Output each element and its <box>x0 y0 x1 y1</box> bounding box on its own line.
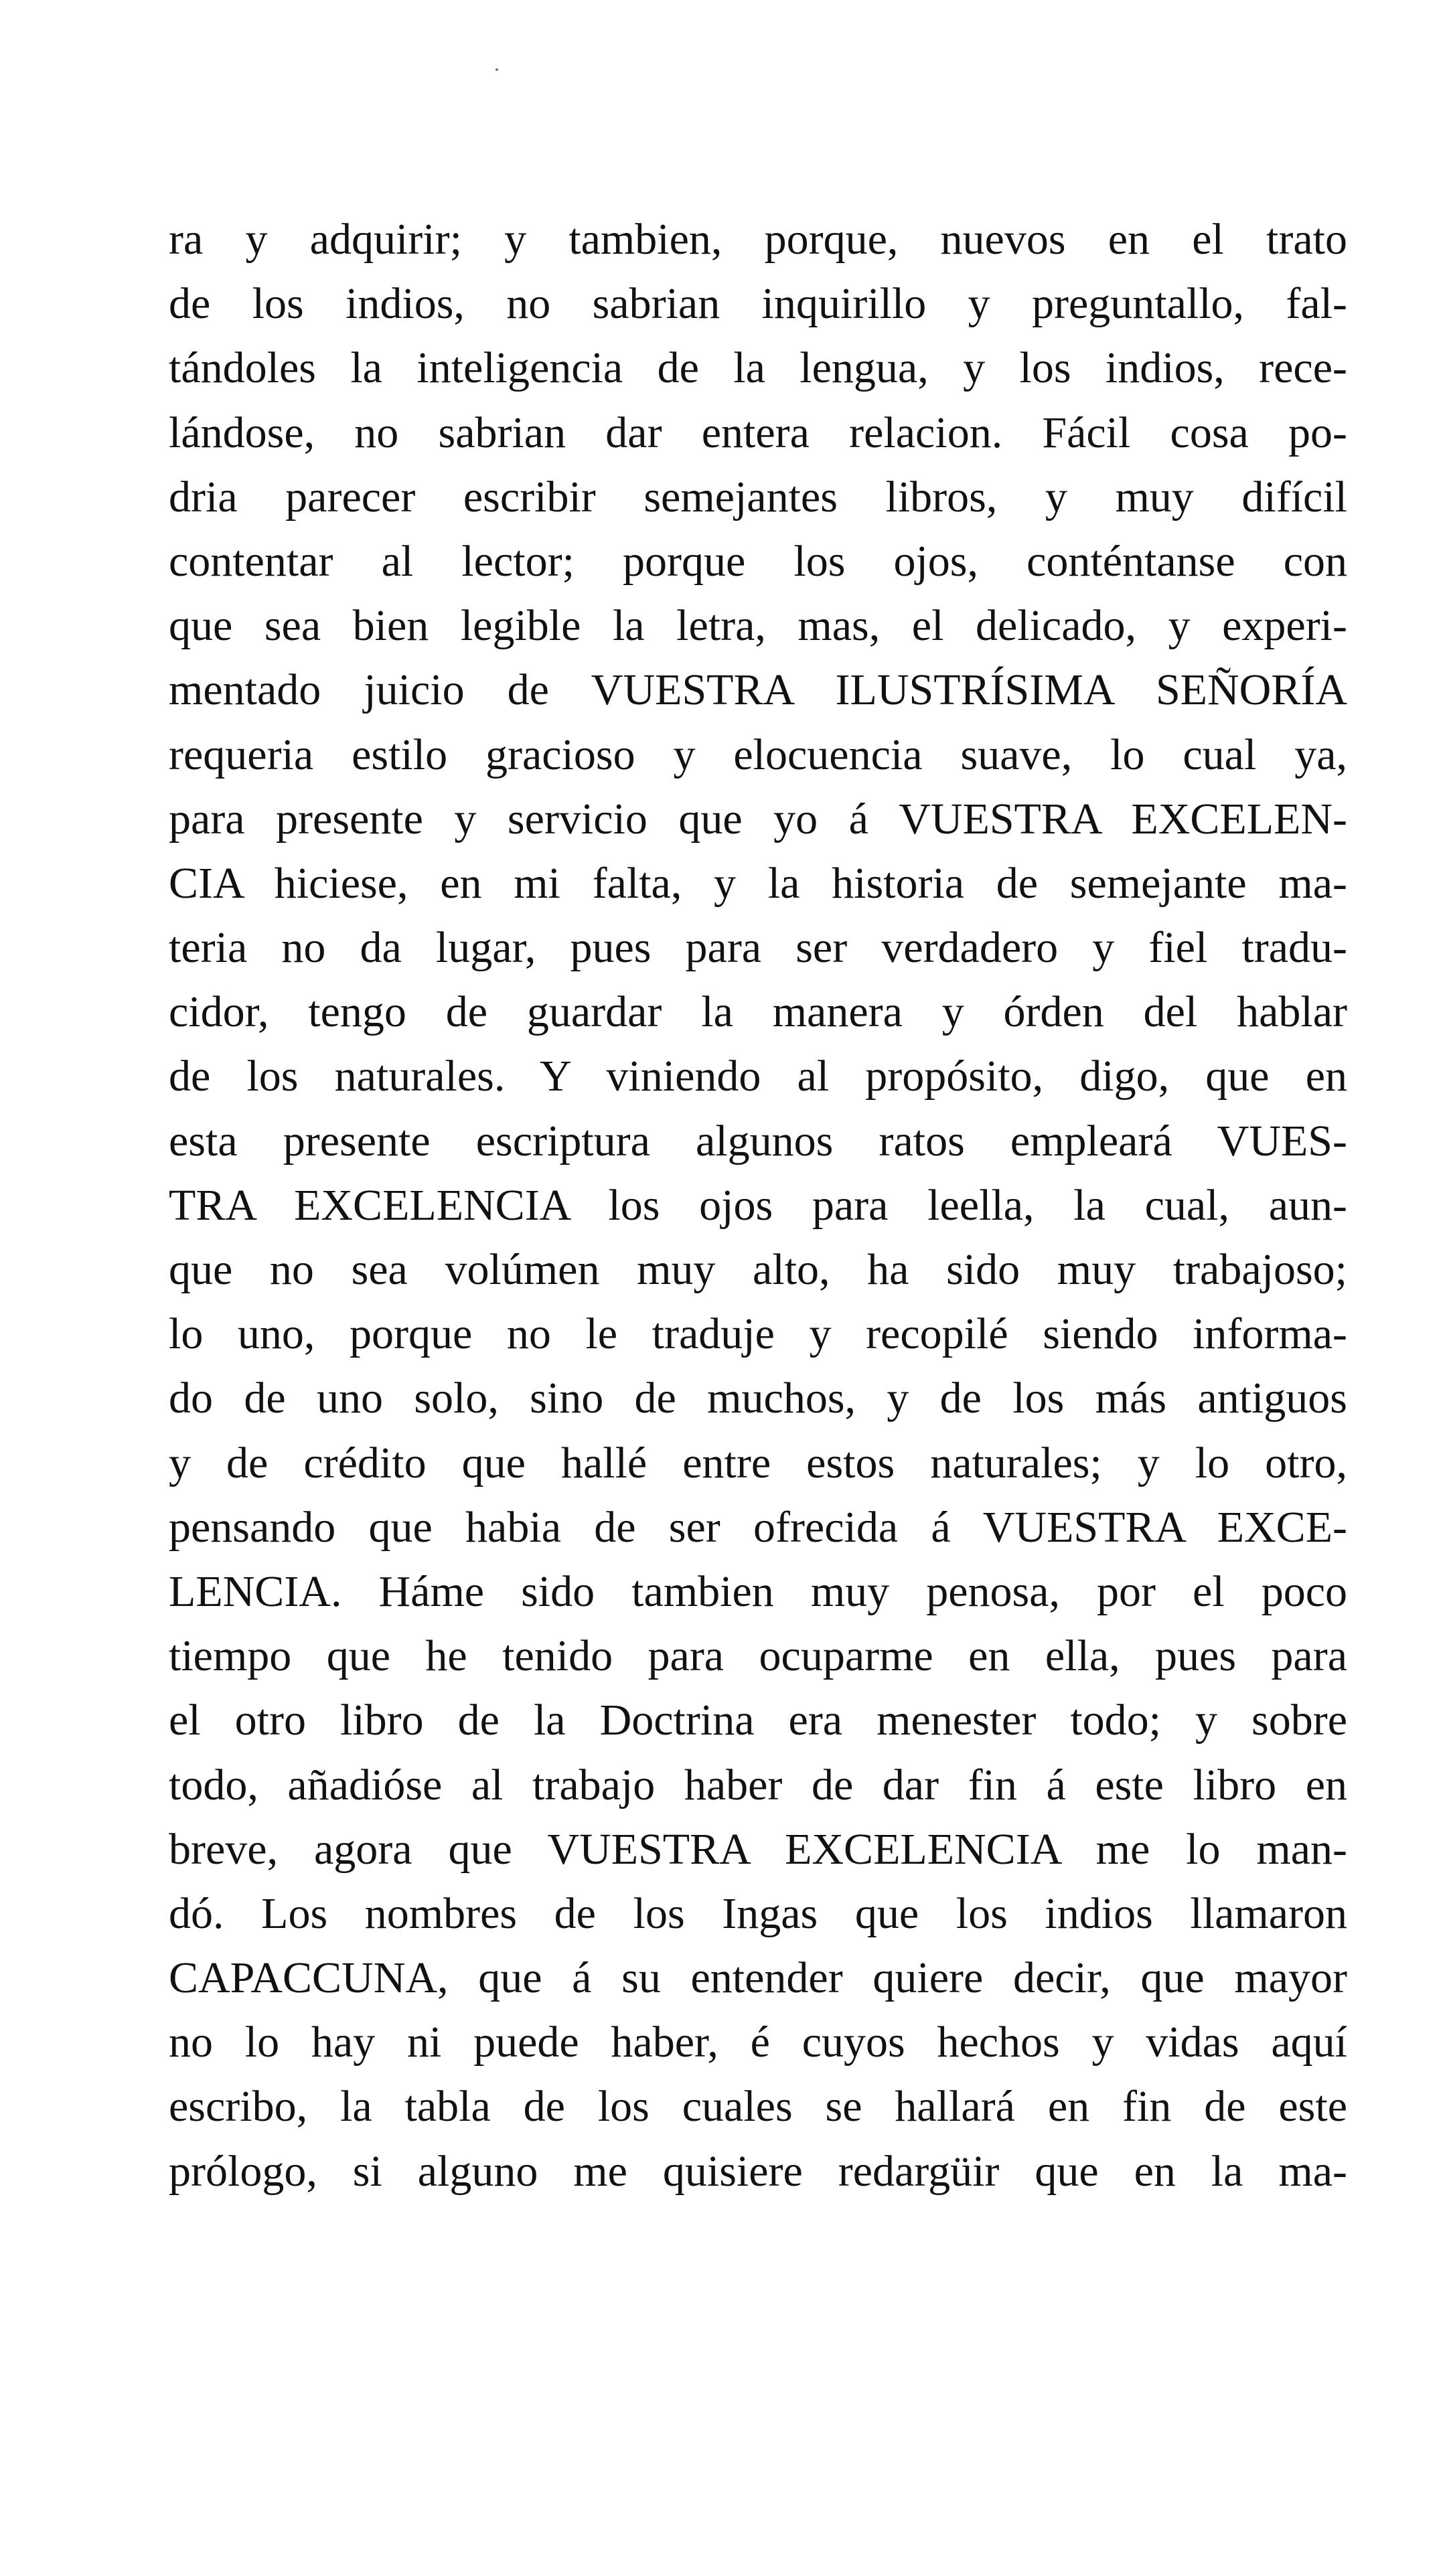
text-line: lo uno, porque no le traduje y recopilé siendo informa- <box>169 1309 1347 1359</box>
text-line: de los indios, no sabrian inquirillo y preguntallo, fal- <box>169 279 1347 329</box>
page-speck-mark <box>496 68 498 71</box>
text-line: que no sea volúmen muy alto, ha sido muy trabajoso; <box>169 1245 1347 1294</box>
text-line: requeria estilo gracioso y elocuencia suave, lo cual ya, <box>169 730 1347 779</box>
text-line: esta presente escriptura algunos ratos empleará VUES- <box>169 1116 1347 1165</box>
text-line: dria parecer escribir semejantes libros, y muy difícil <box>169 472 1347 521</box>
text-line: TRA EXCELENCIA los ojos para leella, la cual, aun- <box>169 1180 1347 1230</box>
text-line: mentado juicio de VUESTRA ILUSTRÍSIMA SEÑORÍA <box>169 665 1347 715</box>
text-line: y de crédito que hallé entre estos naturales; y lo otro, <box>169 1438 1347 1487</box>
text-line: lándose, no sabrian dar entera relacion. Fácil cosa po- <box>169 408 1347 457</box>
text-line: CAPACCUNA, que á su entender quiere decir, que mayor <box>169 1953 1347 2003</box>
text-line: escribo, la tabla de los cuales se hallará en fin de este <box>169 2082 1347 2131</box>
body-text <box>169 208 1347 2204</box>
text-line: LENCIA. Háme sido tambien muy penosa, por el poco <box>169 1566 1347 1616</box>
text-line: el otro libro de la Doctrina era menester todo; y sobre <box>169 1696 1347 1745</box>
text-line: CIA hiciese, en mi falta, y la historia de semejante ma- <box>169 858 1347 908</box>
text-line: de los naturales. Y viniendo al propósito, digo, que en <box>169 1052 1347 1101</box>
text-line: prólogo, si alguno me quisiere redargüir que en la ma- <box>169 2146 1347 2196</box>
text-line: todo, añadióse al trabajo haber de dar fin á este libro en <box>169 1760 1347 1809</box>
text-line: do de uno solo, sino de muchos, y de los más antiguos <box>169 1374 1347 1423</box>
text-line: tiempo que he tenido para ocuparme en ella, pues para <box>169 1631 1347 1681</box>
text-line: contentar al lector; porque los ojos, conténtanse con <box>169 536 1347 586</box>
text-line: cidor, tengo de guardar la manera y órden del hablar <box>169 987 1347 1037</box>
text-line: pensando que habia de ser ofrecida á VUESTRA EXCE- <box>169 1502 1347 1552</box>
text-line: no lo hay ni puede haber, é cuyos hechos y vidas aquí <box>169 2018 1347 2067</box>
text-line: ra y adquirir; y tambien, porque, nuevos en el trato <box>169 215 1347 264</box>
text-line: tándoles la inteligencia de la lengua, y los indios, rece- <box>169 343 1347 393</box>
text-line: breve, agora que VUESTRA EXCELENCIA me lo man- <box>169 1824 1347 1874</box>
text-line: teria no da lugar, pues para ser verdadero y fiel tradu- <box>169 923 1347 973</box>
text-line: dó. Los nombres de los Ingas que los indios llamaron <box>169 1888 1347 1938</box>
text-line: que sea bien legible la letra, mas, el delicado, y experi- <box>169 601 1347 651</box>
text-line: para presente y servicio que yo á VUESTRA EXCELEN- <box>169 794 1347 843</box>
